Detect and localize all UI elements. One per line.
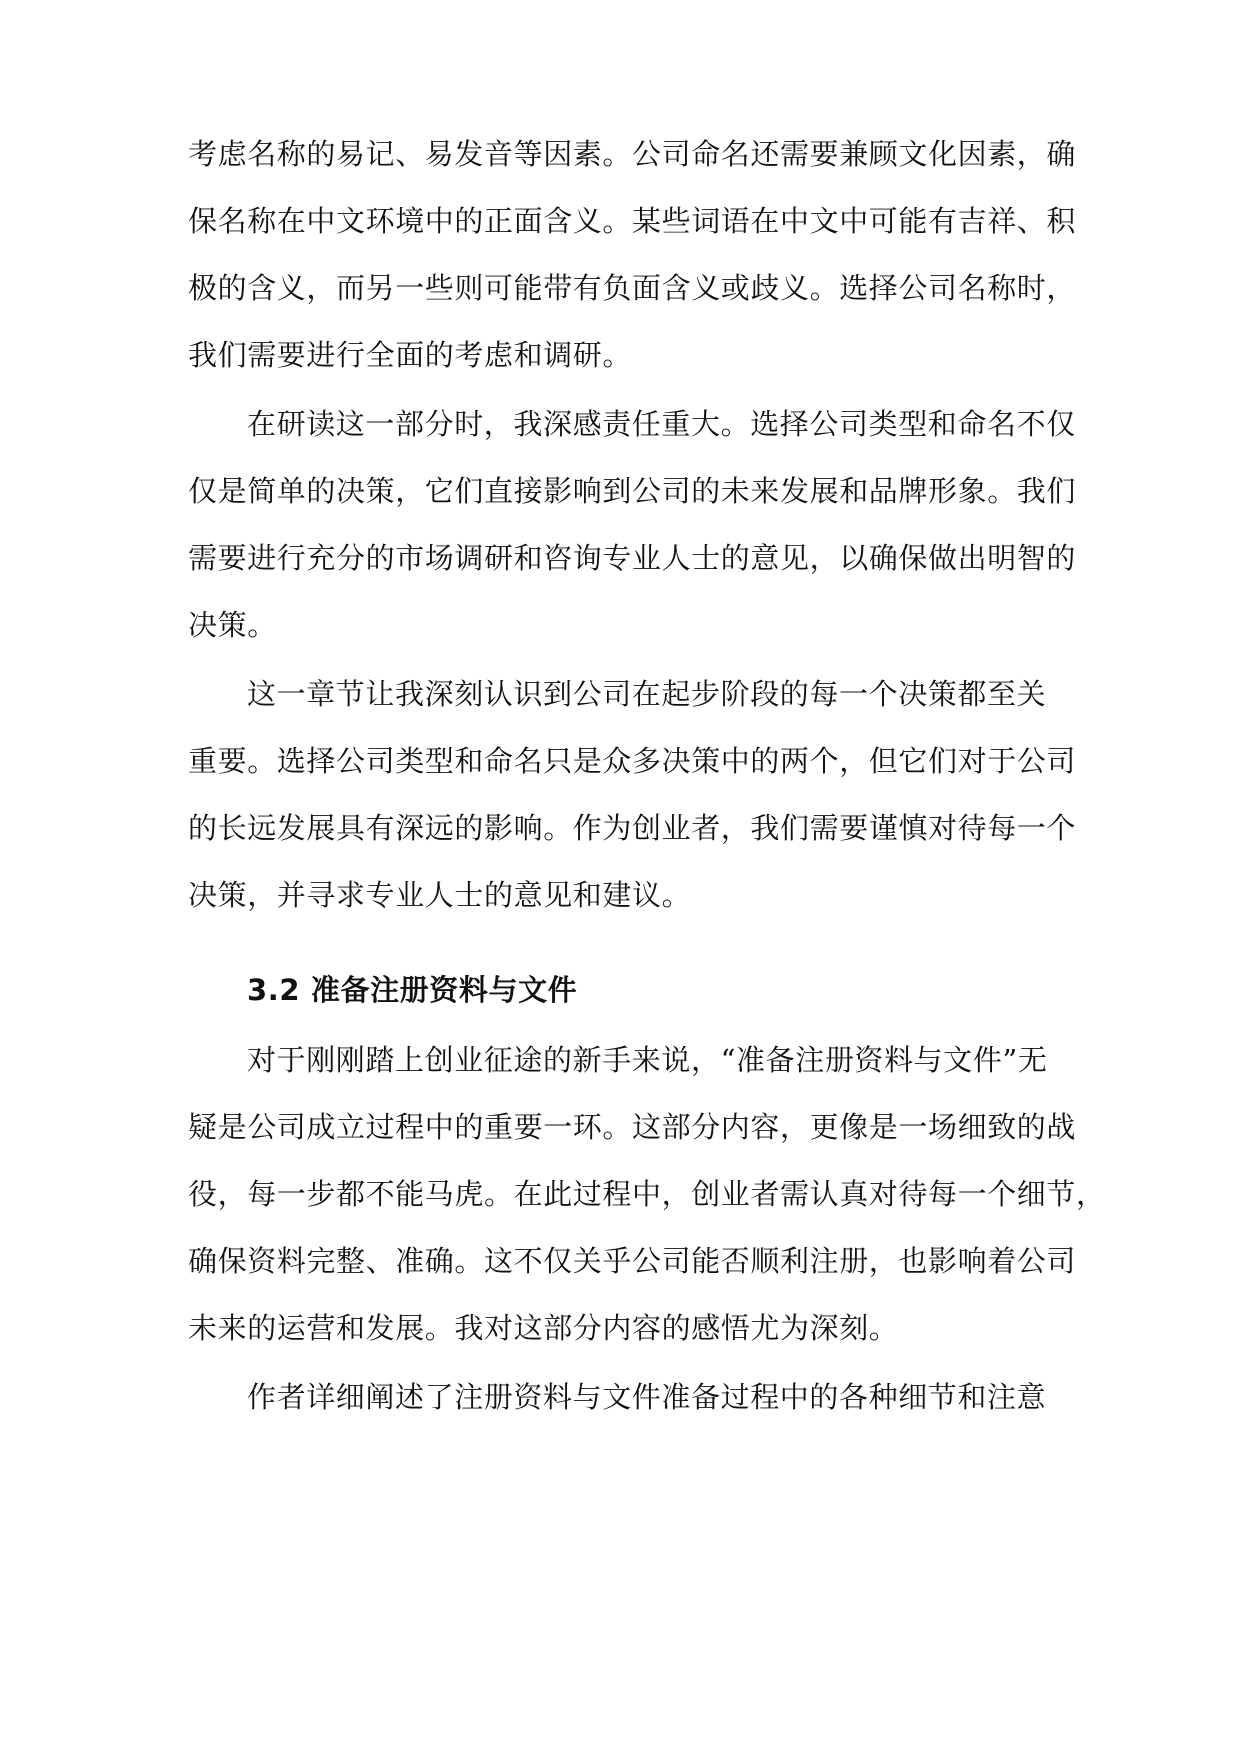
paragraph-2-line-4: 决策。 <box>188 608 277 642</box>
paragraph-2-line-1: 在研读这一部分时，我深感责任重大。选择公司类型和命名不仅 <box>247 407 1076 441</box>
paragraph-1-line-3: 极的含义，而另一些则可能带有负面含义或歧义。选择公司名称时， <box>188 271 1077 305</box>
paragraph-2-line-3: 需要进行充分的市场调研和咨询专业人士的意见，以确保做出明智的 <box>188 541 1077 575</box>
section-paragraph-2-line-1: 作者详细阐述了注册资料与文件准备过程中的各种细节和注意 <box>247 1380 1047 1414</box>
paragraph-3-line-3: 的长远发展具有深远的影响。作为创业者，我们需要谨慎对待每一个 <box>188 811 1077 845</box>
paragraph-3-line-1: 这一章节让我深刻认识到公司在起步阶段的每一个决策都至关 <box>247 677 1047 711</box>
section-heading: 3.2 准备注册资料与文件 <box>247 973 578 1007</box>
paragraph-3-line-2: 重要。选择公司类型和命名只是众多决策中的两个，但它们对于公司 <box>188 744 1077 778</box>
section-paragraph-1-line-5: 未来的运营和发展。我对这部分内容的感悟尤为深刻。 <box>188 1311 899 1345</box>
paragraph-2-line-2: 仅是简单的决策，它们直接影响到公司的未来发展和品牌形象。我们 <box>188 474 1077 508</box>
paragraph-3-line-4: 决策，并寻求专业人士的意见和建议。 <box>188 878 692 912</box>
paragraph-1-line-4: 我们需要进行全面的考虑和调研。 <box>188 338 633 372</box>
section-paragraph-1-line-1: 对于刚刚踏上创业征途的新手来说，“准备注册资料与文件”无 <box>247 1043 1048 1077</box>
section-paragraph-1-line-4: 确保资料完整、准确。这不仅关乎公司能否顺利注册，也影响着公司 <box>188 1244 1077 1278</box>
paragraph-1-line-2: 保名称在中文环境中的正面含义。某些词语在中文中可能有吉祥、积 <box>188 204 1077 238</box>
paragraph-1-line-1: 考虑名称的易记、易发音等因素。公司命名还需要兼顾文化因素，确 <box>188 137 1077 171</box>
section-paragraph-1-line-3: 役，每一步都不能马虎。在此过程中，创业者需认真对待每一个细节， <box>188 1177 1106 1211</box>
section-paragraph-1-line-2: 疑是公司成立过程中的重要一环。这部分内容，更像是一场细致的战 <box>188 1110 1077 1144</box>
